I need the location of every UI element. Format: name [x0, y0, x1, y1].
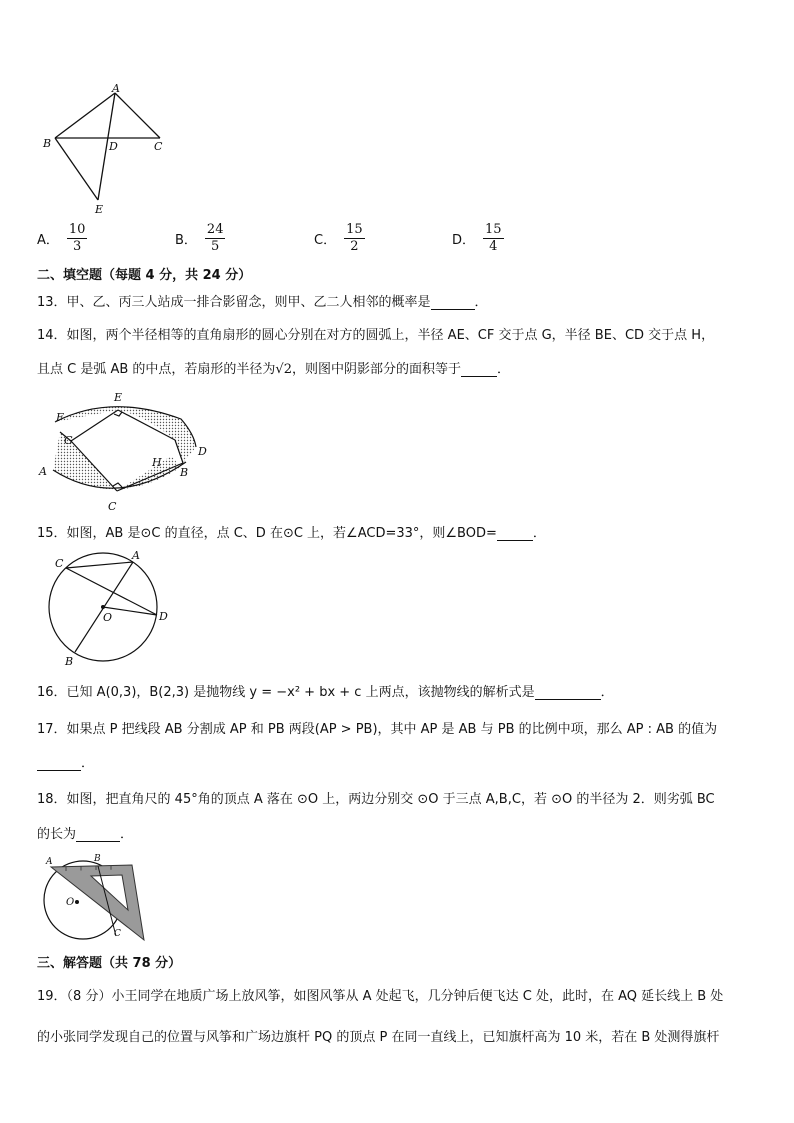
question-17-line-2: ．: [37, 752, 94, 771]
q13-text: 13．甲、乙、丙三人站成一排合影留念，则甲、乙二人相邻的概率是: [37, 295, 431, 310]
question-19-line-2: 的小张同学发现自己的位置与风筝和广场边旗杆 PQ 的顶点 P 在同一直线上，已知旗杆高为 10 米，若在 B 处测得旗杆: [37, 1030, 720, 1045]
q14-label-G: G: [64, 434, 73, 447]
q14-label-E: E: [114, 391, 123, 404]
q15-label-D: D: [159, 610, 168, 623]
question-19-line-1: 19．（8 分）小王同学在地质广场上放风筝，如图风筝从 A 处起飞，几分钟后便飞达 C 处，此时，在 AQ 延长线上 B 处: [37, 989, 724, 1004]
q12-label-C: C: [154, 140, 163, 153]
question-17-line-1: 17．如果点 P 把线段 AB 分割成 AP 和 PB 两段(AP > PB)，其中 AP 是 AB 与 PB 的比例中项，那么 AP : AB 的值为: [37, 722, 718, 737]
q12-option-b[interactable]: B． $\frac{24}{5}$: [175, 222, 224, 254]
q12-option-a[interactable]: A． $\frac{10}{3}$: [37, 222, 86, 254]
q14-label-D: D: [198, 445, 207, 458]
q12-label-B: B: [43, 137, 52, 150]
question-15: 15．如图，AB 是⊙C 的直径，点 C、D 在⊙C 上，若∠ACD=33°，则∠BOD= ．: [37, 526, 546, 541]
question-18-line-2: 的长为 ．: [37, 827, 134, 842]
q14-label-C: C: [108, 500, 117, 513]
q16-answer-blank[interactable]: [535, 699, 601, 700]
q15-circle-figure: [42, 545, 182, 670]
q18-label-C: C: [114, 929, 121, 939]
q14-label-H: H: [152, 456, 162, 469]
q18-label-B: B: [94, 854, 101, 864]
q18-answer-blank[interactable]: [76, 841, 120, 842]
q14-label-F: F: [56, 411, 64, 424]
fraction: $\frac{10}{3}$: [68, 222, 86, 254]
q12-triangle-figure: [40, 82, 180, 217]
q15-label-C: C: [55, 557, 64, 570]
q12-option-d[interactable]: D． $\frac{15}{4}$: [452, 222, 502, 254]
fraction: $\frac{15}{4}$: [485, 222, 502, 254]
q15-label-A: A: [132, 549, 140, 562]
q15-answer-blank[interactable]: [497, 540, 533, 541]
fraction: $\frac{15}{2}$: [346, 222, 363, 254]
q15-label-O: O: [103, 611, 113, 624]
q18-set-square-figure: [36, 852, 156, 944]
q12-label-A: A: [112, 82, 120, 95]
q12-option-c[interactable]: C． $\frac{15}{2}$: [314, 222, 363, 254]
q15-label-B: B: [65, 655, 74, 668]
question-18-line-1: 18．如图，把直角尺的 45°角的顶点 A 落在 ⊙O 上，两边分别交 ⊙O 于三点 A,B,C，若 ⊙O 的半径为 2．则劣弧 BC: [37, 792, 715, 807]
question-14-line-1: 14．如图，两个半径相等的直角扇形的圆心分别在对方的圆弧上，半径 AE、CF 交于点 G，半径 BE、CD 交于点 H，: [37, 328, 715, 343]
q18-label-A: A: [46, 857, 53, 867]
sqrt-2: √2: [275, 362, 292, 377]
section-3-heading: 三、解答题（共 78 分）: [37, 956, 182, 971]
fraction: $\frac{24}{5}$: [206, 222, 224, 254]
q12-label-E: E: [95, 203, 104, 216]
q14-answer-blank[interactable]: [461, 376, 497, 377]
question-14-line-2: 且点 C 是弧 AB 的中点，若扇形的半径为√2，则图中阴影部分的面积等于 ．: [37, 362, 511, 377]
question-13: 13．甲、乙、丙三人站成一排合影留念，则甲、乙二人相邻的概率是 ．: [37, 295, 488, 310]
section-2-heading: 二、填空题（每题 4 分，共 24 分）: [37, 268, 252, 283]
question-16: 16．已知 A(0,3)，B(2,3) 是抛物线 y = −x² + bx + c 上两点，该抛物线的解析式是 ．: [37, 685, 614, 700]
q18-label-O: O: [66, 897, 75, 908]
q12-label-D: D: [109, 140, 118, 153]
q14-sectors-figure: [36, 388, 216, 514]
q13-answer-blank[interactable]: [431, 309, 475, 310]
q14-label-A: A: [39, 465, 47, 478]
q14-label-B: B: [180, 466, 189, 479]
q17-answer-blank[interactable]: [37, 770, 81, 771]
